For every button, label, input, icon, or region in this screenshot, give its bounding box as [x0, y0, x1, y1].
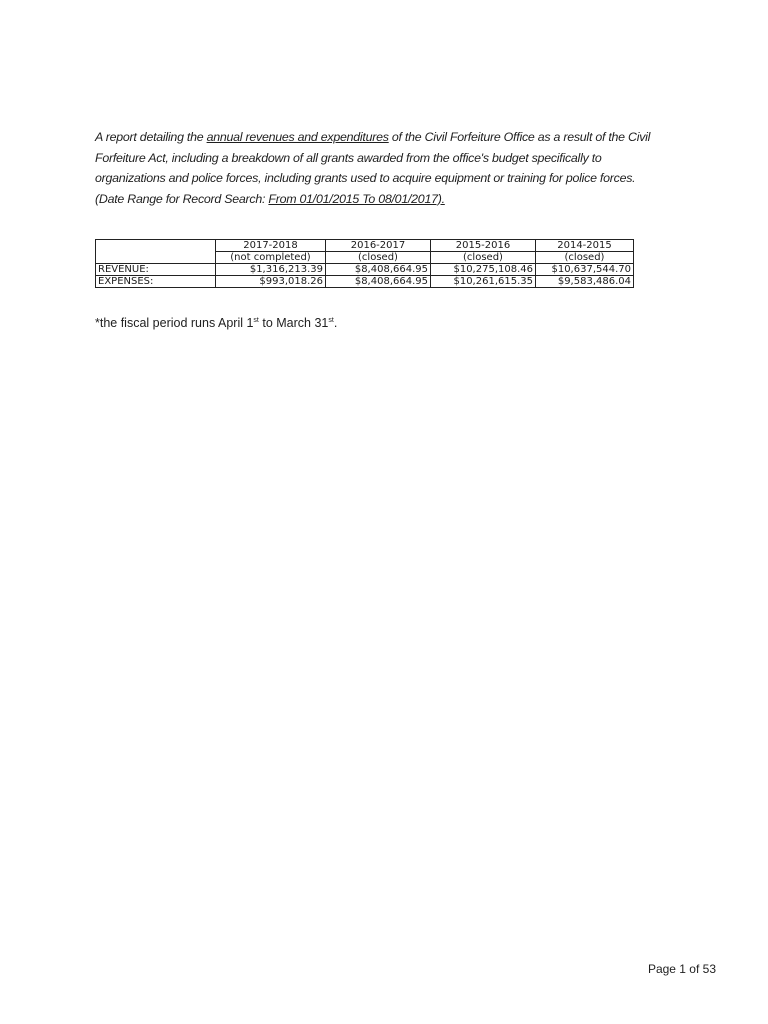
- report-description: [95, 127, 655, 209]
- column-status: (closed): [326, 252, 431, 264]
- table-corner-cell: [96, 252, 216, 264]
- table-cell: $10,261,615.35: [431, 276, 536, 288]
- fiscal-period-footnote: [95, 316, 337, 330]
- intro-text-1: A report detailing the: [95, 130, 207, 144]
- table-cell: $10,637,544.70: [536, 264, 634, 276]
- table-cell: $8,408,664.95: [326, 264, 431, 276]
- column-year: 2016-2017: [326, 240, 431, 252]
- footnote-text-2: to March 31: [258, 316, 329, 330]
- table-header-row: [96, 240, 634, 252]
- table-row-expenses: [96, 276, 634, 288]
- column-status: (closed): [536, 252, 634, 264]
- footnote-superscript-1: st: [253, 317, 259, 324]
- footnote-text-1: *the fiscal period runs April 1: [95, 316, 254, 330]
- page-number: Page 1 of 53: [647, 962, 716, 976]
- table-cell: $9,583,486.04: [536, 276, 634, 288]
- revenue-expense-table: [95, 239, 634, 288]
- column-year: 2017-2018: [216, 240, 326, 252]
- column-status: (closed): [431, 252, 536, 264]
- table-status-row: [96, 252, 634, 264]
- row-label: REVENUE:: [96, 264, 216, 276]
- table-cell: $10,275,108.46: [431, 264, 536, 276]
- table-corner-cell: [96, 240, 216, 252]
- footnote-superscript-2: st: [328, 317, 334, 324]
- row-label: EXPENSES:: [96, 276, 216, 288]
- footnote-text-3: .: [333, 316, 338, 330]
- column-year: 2015-2016: [431, 240, 536, 252]
- column-status: (not completed): [216, 252, 326, 264]
- intro-underlined-revenues: annual revenues and expenditures: [206, 130, 389, 144]
- table-row-revenue: [96, 264, 634, 276]
- column-year: 2014-2015: [536, 240, 634, 252]
- intro-text-2: of the Civil Forfeiture Office as a result of the Civil Forfeiture Act, including a breakdown of all grants awarded from the office's budget specifically to organizations and police forces, including grants used to acquire equipment or training for police forces. (Date Range for Record Search:: [95, 130, 651, 206]
- table-cell: $8,408,664.95: [326, 276, 431, 288]
- table-cell: $1,316,213.39: [216, 264, 326, 276]
- table-cell: $993,018.26: [216, 276, 326, 288]
- intro-underlined-date-range: From 01/01/2015 To 08/01/2017).: [268, 191, 445, 206]
